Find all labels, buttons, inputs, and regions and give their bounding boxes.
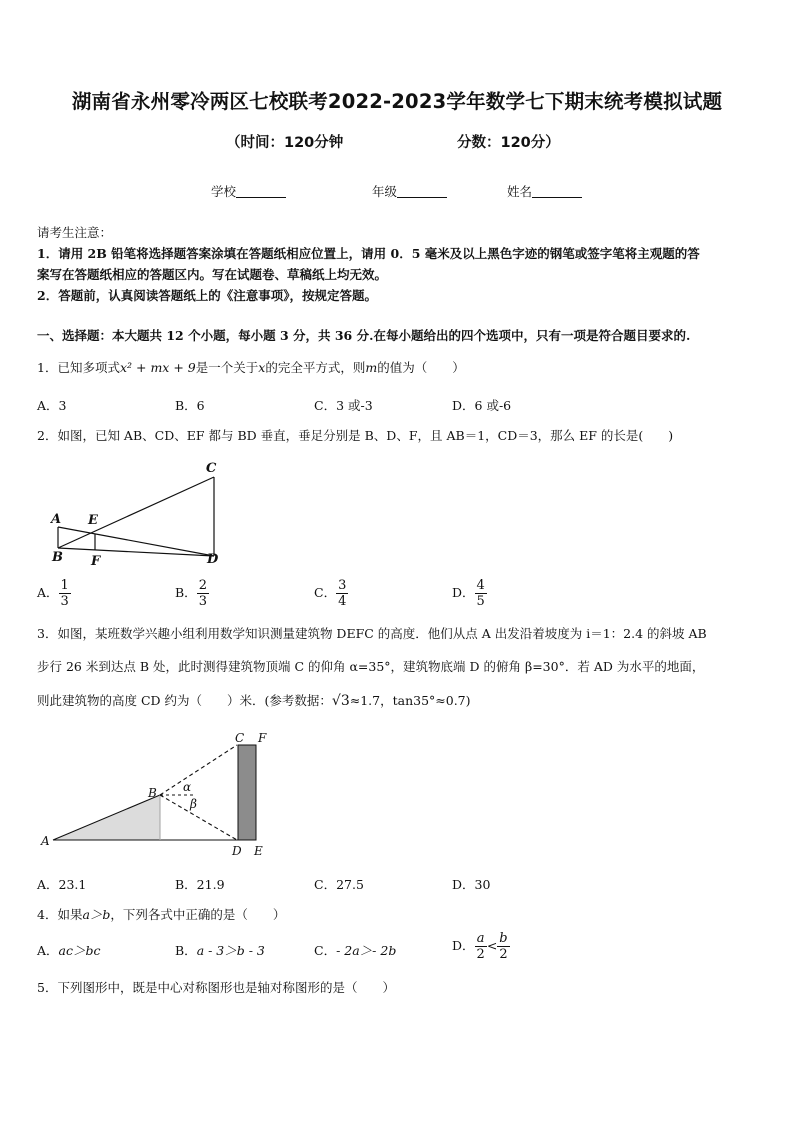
question-3-line3 — [37, 691, 471, 709]
q2-option-a[interactable] — [37, 578, 71, 609]
q2-label-c: C — [206, 461, 217, 476]
school-field — [211, 182, 286, 200]
frac-den: 2 — [476, 947, 485, 962]
q1-option-b[interactable]: B．6 — [175, 398, 205, 413]
q3-label-alpha: α — [183, 780, 192, 794]
school-label: 学校 — [211, 184, 237, 199]
q2-option-b-frac — [197, 578, 209, 609]
q2-label-b: B — [52, 550, 63, 565]
exam-time: （时间：120分钟 — [226, 135, 344, 151]
grade-label: 年级 — [372, 184, 398, 199]
q3-label-b: B — [148, 786, 157, 800]
q4-suffix: ，下列各式中正确的是（ ） — [110, 907, 286, 922]
q4-option-b-expr: a - 3＞b - 3 — [196, 943, 265, 958]
q2-option-b[interactable] — [175, 578, 209, 609]
q4-option-b-label: B． — [175, 943, 197, 958]
frac-den: 3 — [60, 594, 69, 609]
name-label: 姓名 — [507, 184, 533, 199]
q2-option-d-frac — [475, 578, 487, 609]
q2-option-c-frac — [336, 578, 348, 609]
q2-label-f: F — [91, 554, 101, 569]
q3-label-a: A — [41, 834, 50, 848]
q4-option-a-expr: ac＞bc — [58, 943, 101, 958]
q3-option-a[interactable]: A．23.1 — [37, 877, 87, 892]
q2-option-b-label: B． — [175, 585, 197, 600]
q3-label-beta: β — [190, 797, 197, 811]
grade-field — [372, 182, 447, 200]
frac-num: 2 — [198, 578, 207, 593]
q2-figure — [40, 455, 240, 575]
question-5-stem: 5．下列图形中，既是中心对称图形也是轴对称图形的是（ ） — [37, 980, 395, 995]
q4-option-d-frac1 — [475, 931, 487, 962]
q1-prefix: 1．已知多项式 — [37, 360, 120, 375]
q2-label-e: E — [88, 513, 98, 528]
q2-label-d: D — [207, 552, 219, 567]
q4-option-d-frac2 — [497, 931, 509, 962]
frac-num: 3 — [338, 578, 347, 593]
frac-den: 4 — [338, 594, 347, 609]
frac-num: 1 — [60, 578, 69, 593]
frac-num: 4 — [476, 578, 485, 593]
question-4-stem — [37, 905, 285, 923]
notice-line1a: 1．请用 2B 铅笔将选择题答案涂填在答题纸相应位置上，请用 0．5 毫米及以上黑色字迹的钢笔或签字笔将主观题的答 — [37, 246, 700, 261]
frac-num: a — [476, 931, 485, 946]
q3-sqrt3: √3 — [331, 693, 350, 709]
question-2-stem: 2．如图，已知 AB、CD、EF 都与 BD 垂直，垂足分别是 B、D、F，且 AB＝1，CD＝3，那么 EF 的长是( ) — [37, 428, 674, 443]
q1-var2: m — [365, 360, 378, 375]
q4-option-d-rel: < — [486, 938, 498, 953]
q1-option-a[interactable]: A．3 — [37, 398, 67, 413]
name-blank[interactable] — [532, 184, 582, 198]
notice-line1b: 案写在答题纸相应的答题区内。写在试题卷、草稿纸上均无效。 — [37, 267, 388, 282]
q3-label-e: E — [254, 844, 263, 858]
q3-label-d: D — [232, 844, 242, 858]
question-1-stem — [37, 358, 465, 376]
q3-option-b[interactable]: B．21.9 — [175, 877, 225, 892]
q4-option-c-label: C． — [314, 943, 337, 958]
question-3-line1: 3．如图，某班数学兴趣小组利用数学知识测量建筑物 DEFC 的高度．他们从点 A 出发沿着坡度为 i＝1：2.4 的斜坡 AB — [37, 626, 707, 641]
q1-option-d[interactable]: D．6 或-6 — [452, 398, 512, 413]
q3-line3a: 则此建筑物的高度 CD 约为（ ）米．(参考数据： — [37, 693, 332, 708]
frac-den: 3 — [198, 594, 207, 609]
q2-option-d-label: D． — [452, 585, 475, 600]
q4-option-c[interactable] — [314, 941, 396, 959]
q2-option-a-label: A． — [37, 585, 59, 600]
grade-blank[interactable] — [397, 184, 447, 198]
q3-label-f: F — [258, 731, 267, 745]
q3-option-d[interactable]: D．30 — [452, 877, 491, 892]
q3-label-c: C — [235, 731, 245, 745]
q4-option-a[interactable] — [37, 941, 101, 959]
notice-line2: 2．答题前，认真阅读答题纸上的《注意事项》，按规定答题。 — [37, 288, 377, 303]
q4-option-b[interactable] — [175, 941, 265, 959]
exam-score: 分数：120分） — [457, 135, 560, 151]
school-blank[interactable] — [236, 184, 286, 198]
q1-suffix: 的值为（ ） — [377, 360, 465, 375]
q2-option-d[interactable] — [452, 578, 487, 609]
frac-den: 5 — [476, 594, 485, 609]
q4-option-d-label: D． — [452, 938, 475, 953]
q1-var: x — [258, 360, 266, 375]
q2-option-c[interactable] — [314, 578, 348, 609]
q4-condition: a＞b — [82, 907, 111, 922]
name-field — [507, 182, 582, 200]
q2-option-a-frac — [59, 578, 71, 609]
q4-prefix: 4．如果 — [37, 907, 83, 922]
frac-num: b — [499, 931, 508, 946]
q1-mid2: 的完全平方式，则 — [265, 360, 366, 375]
q1-polynomial: x² + mx + 9 — [119, 360, 196, 375]
q1-mid: 是一个关于 — [195, 360, 259, 375]
q3-line3c: ≈1.7，tan35°≈0.7) — [349, 693, 471, 708]
q2-label-a: A — [51, 512, 62, 527]
frac-den: 2 — [497, 946, 509, 962]
section-heading: 一、选择题：本大题共 12 个小题，每小题 3 分，共 36 分.在每小题给出的四个选项中，只有一项是符合题目要求的. — [37, 328, 691, 343]
q1-option-c[interactable]: C．3 或-3 — [314, 398, 373, 413]
q4-option-c-expr: - 2a＞- 2b — [336, 943, 397, 958]
question-3-line2: 步行 26 米到达点 B 处，此时测得建筑物顶端 C 的仰角 α=35°，建筑物底端 D 的俯角 β=30°．若 AD 为水平的地面， — [37, 659, 705, 674]
notice-heading: 请考生注意： — [37, 225, 113, 240]
q3-figure — [35, 728, 285, 863]
q4-option-d[interactable] — [452, 931, 510, 962]
page-title: 湖南省永州零冷两区七校联考2022-2023学年数学七下期末统考模拟试题 — [71, 90, 723, 113]
q2-option-c-label: C． — [314, 585, 337, 600]
q4-option-a-label: A． — [37, 943, 59, 958]
q3-option-c[interactable]: C．27.5 — [314, 877, 364, 892]
